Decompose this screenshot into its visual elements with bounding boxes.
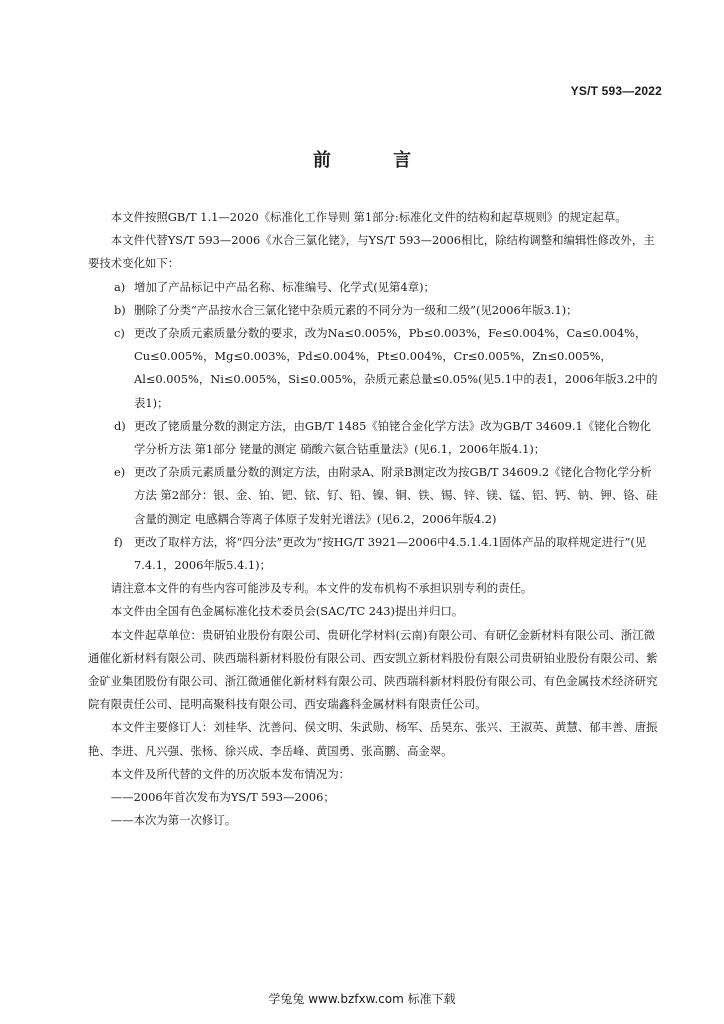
change-text: 更改了铑质量分数的测定方法，由GB/T 1485《铂铑合金化学方法》改为GB/T 34609.1《铑化合物化学分析方法 第1部分 铑量的测定 硝酸六氨合钴重量法》(见6.1，2006年版4.1)； [134, 418, 652, 457]
history-intro: 本文件及所代替的文件的历次版本发布情况为： [110, 766, 351, 781]
download-site-footer: 学兔兔 www.bzfxw.com 标准下载 [268, 992, 456, 1006]
change-label: f) [114, 534, 123, 549]
replacement-paragraph: 本文件代替YS/T 593—2006《水合三氯化铑》，与YS/T 593—2006相比，除结构调整和编辑性修改外，主要技术变化如下： [88, 233, 655, 271]
change-label: b) [114, 302, 126, 317]
drafting-rule-paragraph: 本文件按照GB/T 1.1—2020《标准化工作导则 第1部分:标准化文件的结构和起草规则》的规定起草。 [110, 210, 627, 224]
change-label: c) [114, 326, 125, 341]
page-title: 前 言 [312, 150, 440, 171]
history-item-1: ——2006年首次发布为YS/T 593—2006； [110, 790, 335, 805]
change-item-e [88, 461, 662, 531]
change-item-f [88, 531, 662, 577]
change-label: d) [114, 418, 126, 433]
change-text: 更改了取样方法，将“四分法”更改为“按HG/T 3921—2006中4.5.1.4.1固体产品的取样规定进行”(见7.4.1，2006年版5.4.1)； [134, 534, 647, 573]
change-text: 更改了杂质元素质量分数的测定方法，由附录A、附录B测定改为按GB/T 34609.2《铑化合物化学分析方法 第2部分：银、金、铂、钯、铱、钌、铅、镍、铜、铁、锡、锌、镁、锰、铝、钙、钠、钾、铬、硅含量的测定 电感耦合等离子体原子发射光谱法》(见6.2，2006年版4.2) [134, 465, 658, 526]
drafters-paragraph: 本文件主要修订人：刘桂华、沈善问、侯文明、朱武勋、杨军、岳昊东、张兴、王淑英、黄慧、郁丰善、唐振艳、李进、凡兴强、张杨、徐兴成、李岳峰、黄国勇、张高鹏、高金翠。 [88, 720, 658, 758]
change-item-b [88, 299, 662, 322]
change-item-d [88, 415, 662, 461]
history-item-2: ——本次为第一次修订。 [110, 813, 237, 828]
standard-number: YS/T 593—2022 [570, 84, 662, 98]
change-text: 更改了杂质元素质量分数的要求，改为Na≤0.005%，Pb≤0.003%，Fe≤0.004%，Ca≤0.004%，Cu≤0.005%，Mg≤0.003%，Pd≤0.004%，Pt≤0.004%，Cr≤0.005%，Zn≤0.005%，Al≤0.005%，Ni≤0.005%，Si≤0.005%，杂质元素总量≤0.05%(见5.1中的表1，2006年版3.2中的表1)； [134, 326, 658, 410]
drafting-units-paragraph: 本文件起草单位：贵研铂业股份有限公司、贵研化学材料(云南)有限公司、有研亿金新材料有限公司、浙江微通催化新材料有限公司、陕西瑞科新材料股份有限公司、西安凯立新材料股份有限公司贵研铂业股份有限公司、紫金矿业集团股份有限公司、浙江微通催化新材料有限公司、陕西瑞科新材料股份有限公司、有色金属技术经济研究院有限责任公司、昆明高聚科技有限公司、西安瑞鑫科金属材料有限责任公司。 [88, 627, 658, 712]
change-text: 删除了分类“产品按水合三氯化铑中杂质元素的不同分为一级和二级”(见2006年版3.1)； [134, 302, 578, 317]
change-label: e) [114, 465, 126, 480]
proposal-paragraph: 本文件由全国有色金属标准化技术委员会(SAC/TC 243)提出并归口。 [110, 604, 464, 619]
change-item-c [88, 322, 662, 415]
change-label: a) [114, 279, 126, 294]
foreword-body [88, 206, 662, 832]
change-text: 增加了产品标记中产品名称、标准编号、化学式(见第4章)； [134, 279, 435, 294]
change-item-a [88, 276, 662, 299]
patent-notice: 请注意本文件的有些内容可能涉及专利。本文件的发布机构不承担识别专利的责任。 [110, 581, 533, 596]
